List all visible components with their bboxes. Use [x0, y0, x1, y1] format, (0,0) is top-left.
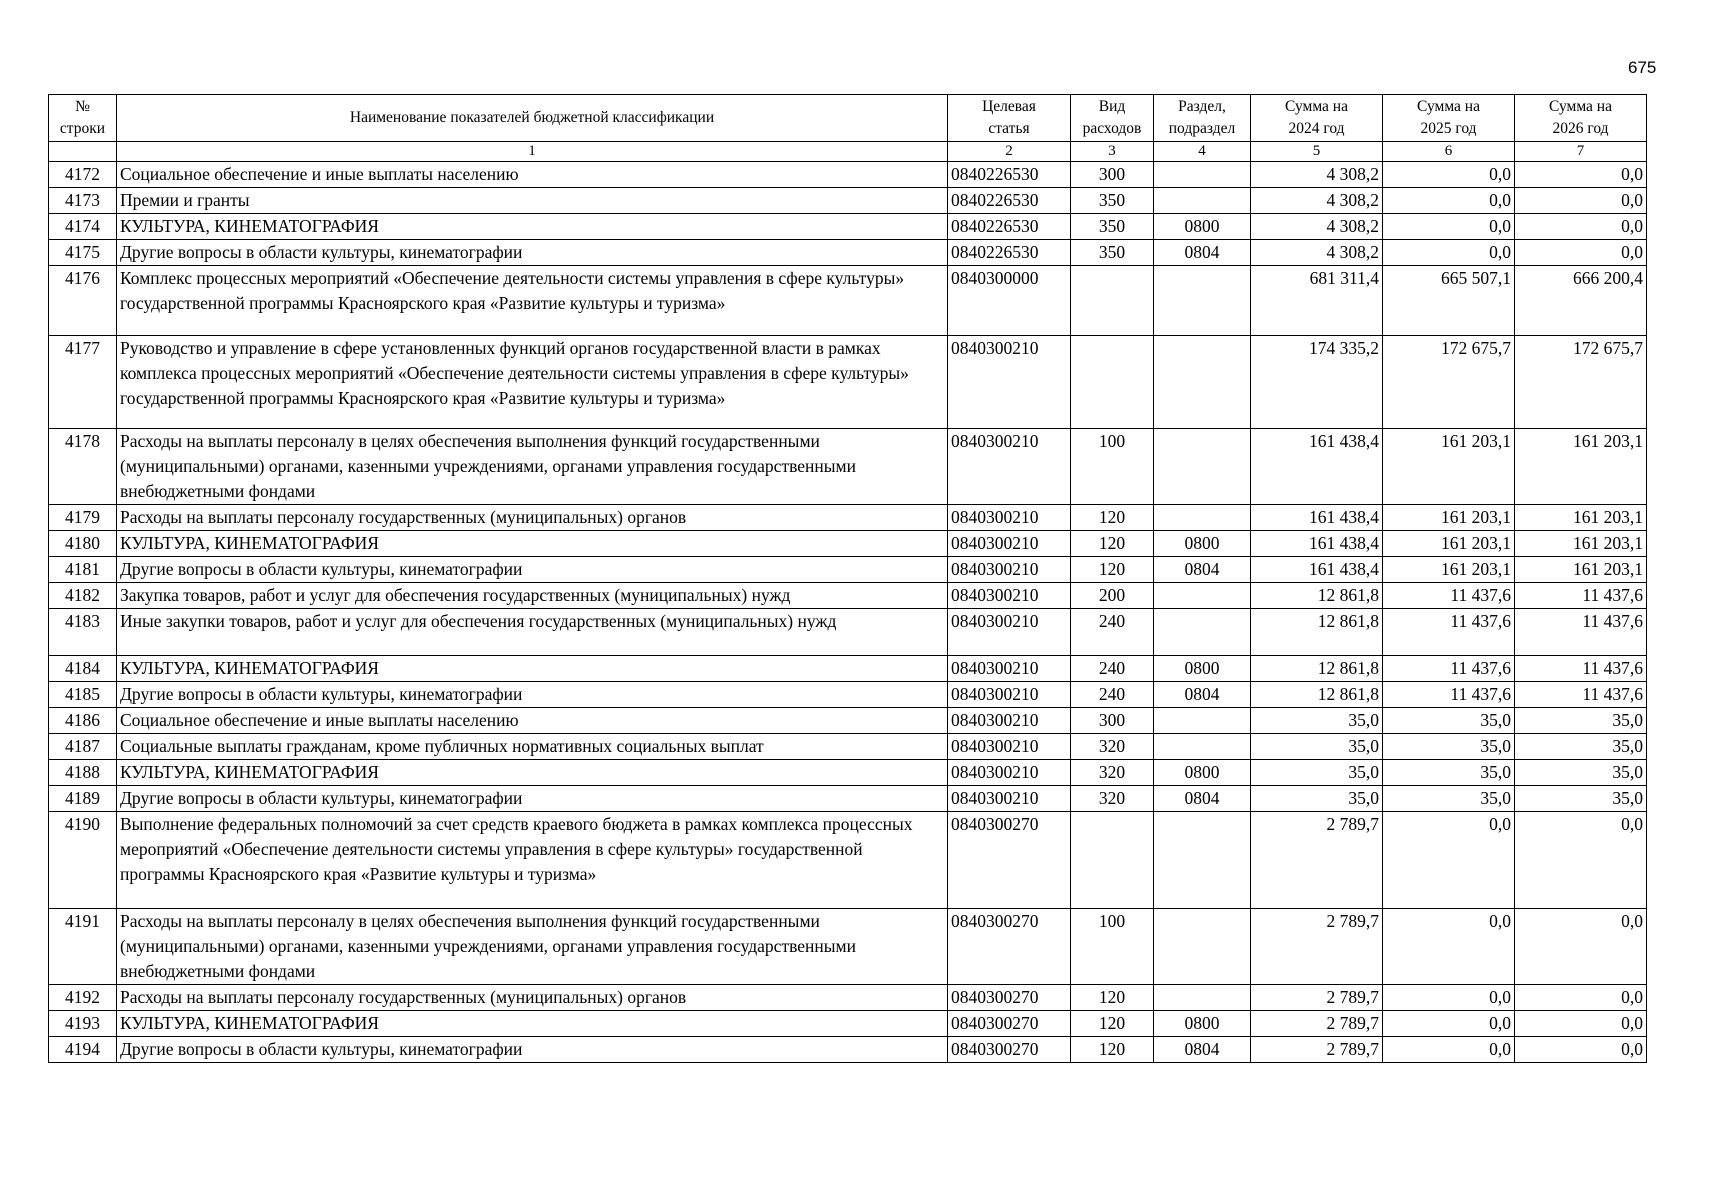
row-expense-type: 120	[1071, 557, 1154, 583]
row-name: Выполнение федеральных полномочий за счет средств краевого бюджета в рамках комплекса процессных мероприятий «Обеспечение деятельности системы управления в сфере культуры» государственной программы Красноярского края «Развитие культуры и туризма»	[117, 812, 948, 909]
row-expense-type: 350	[1071, 188, 1154, 214]
row-section	[1154, 429, 1251, 505]
row-name: Социальное обеспечение и иные выплаты населению	[117, 708, 948, 734]
row-sum-2026: 0,0	[1515, 1011, 1647, 1037]
row-expense-type: 320	[1071, 786, 1154, 812]
header-sum-2026: Сумма на 2026 год	[1515, 95, 1647, 142]
row-sum-2024: 681 311,4	[1251, 266, 1383, 336]
table-row	[49, 557, 1647, 583]
table-row	[49, 656, 1647, 682]
row-expense-type: 240	[1071, 682, 1154, 708]
row-sum-2026: 11 437,6	[1515, 656, 1647, 682]
row-expense-type	[1071, 266, 1154, 336]
row-name: Другие вопросы в области культуры, кинематографии	[117, 240, 948, 266]
column-number: 7	[1515, 142, 1647, 162]
row-sum-2024: 35,0	[1251, 734, 1383, 760]
row-target-code: 0840300210	[948, 336, 1071, 429]
column-number: 1	[117, 142, 948, 162]
table-row	[49, 609, 1647, 656]
row-expense-type: 350	[1071, 240, 1154, 266]
row-sum-2026: 11 437,6	[1515, 583, 1647, 609]
row-target-code: 0840300210	[948, 682, 1071, 708]
row-sum-2026: 161 203,1	[1515, 505, 1647, 531]
row-expense-type	[1071, 336, 1154, 429]
row-sum-2026: 0,0	[1515, 162, 1647, 188]
row-number: 4172	[49, 162, 117, 188]
table-row	[49, 682, 1647, 708]
header-row-number: № строки	[49, 95, 117, 142]
table-row	[49, 760, 1647, 786]
row-sum-2026: 172 675,7	[1515, 336, 1647, 429]
row-section: 0800	[1154, 531, 1251, 557]
row-sum-2025: 35,0	[1383, 760, 1515, 786]
row-number: 4174	[49, 214, 117, 240]
row-sum-2026: 161 203,1	[1515, 531, 1647, 557]
row-sum-2025: 35,0	[1383, 786, 1515, 812]
row-sum-2024: 4 308,2	[1251, 214, 1383, 240]
row-expense-type	[1071, 812, 1154, 909]
row-sum-2024: 2 789,7	[1251, 985, 1383, 1011]
row-name: КУЛЬТУРА, КИНЕМАТОГРАФИЯ	[117, 214, 948, 240]
page-number: 675	[1628, 58, 1657, 77]
row-sum-2026: 0,0	[1515, 909, 1647, 985]
table-row	[49, 429, 1647, 505]
row-name: Другие вопросы в области культуры, кинематографии	[117, 557, 948, 583]
row-number: 4181	[49, 557, 117, 583]
header-sum-2024: Сумма на 2024 год	[1251, 95, 1383, 142]
row-number: 4183	[49, 609, 117, 656]
row-number: 4190	[49, 812, 117, 909]
row-sum-2024: 2 789,7	[1251, 1037, 1383, 1063]
row-sum-2025: 172 675,7	[1383, 336, 1515, 429]
row-sum-2026: 0,0	[1515, 985, 1647, 1011]
row-number: 4173	[49, 188, 117, 214]
row-target-code: 0840226530	[948, 188, 1071, 214]
column-number: 5	[1251, 142, 1383, 162]
row-number: 4193	[49, 1011, 117, 1037]
table-row	[49, 708, 1647, 734]
row-target-code: 0840300210	[948, 656, 1071, 682]
row-name: КУЛЬТУРА, КИНЕМАТОГРАФИЯ	[117, 760, 948, 786]
row-expense-type: 100	[1071, 429, 1154, 505]
row-target-code: 0840300210	[948, 609, 1071, 656]
row-target-code: 0840300210	[948, 708, 1071, 734]
row-sum-2025: 0,0	[1383, 812, 1515, 909]
table-row	[49, 188, 1647, 214]
row-sum-2025: 161 203,1	[1383, 429, 1515, 505]
row-number: 4178	[49, 429, 117, 505]
table-row	[49, 786, 1647, 812]
row-section	[1154, 812, 1251, 909]
row-target-code: 0840300210	[948, 760, 1071, 786]
row-expense-type: 120	[1071, 505, 1154, 531]
row-sum-2024: 161 438,4	[1251, 531, 1383, 557]
row-sum-2024: 2 789,7	[1251, 812, 1383, 909]
row-sum-2024: 35,0	[1251, 708, 1383, 734]
row-section: 0800	[1154, 656, 1251, 682]
row-target-code: 0840226530	[948, 162, 1071, 188]
row-target-code: 0840300270	[948, 985, 1071, 1011]
table-row	[49, 240, 1647, 266]
column-number	[49, 142, 117, 162]
row-expense-type: 200	[1071, 583, 1154, 609]
row-sum-2024: 174 335,2	[1251, 336, 1383, 429]
row-number: 4188	[49, 760, 117, 786]
row-sum-2024: 35,0	[1251, 786, 1383, 812]
row-sum-2024: 12 861,8	[1251, 656, 1383, 682]
row-number: 4182	[49, 583, 117, 609]
row-target-code: 0840226530	[948, 214, 1071, 240]
row-sum-2026: 161 203,1	[1515, 429, 1647, 505]
row-expense-type: 120	[1071, 985, 1154, 1011]
header-name: Наименование показателей бюджетной классификации	[117, 95, 948, 142]
row-name: КУЛЬТУРА, КИНЕМАТОГРАФИЯ	[117, 656, 948, 682]
row-section	[1154, 734, 1251, 760]
row-number: 4175	[49, 240, 117, 266]
table-row	[49, 909, 1647, 985]
row-expense-type: 300	[1071, 162, 1154, 188]
row-section: 0804	[1154, 557, 1251, 583]
row-number: 4177	[49, 336, 117, 429]
row-sum-2024: 35,0	[1251, 760, 1383, 786]
row-sum-2024: 4 308,2	[1251, 162, 1383, 188]
row-number: 4191	[49, 909, 117, 985]
row-target-code: 0840300210	[948, 531, 1071, 557]
row-sum-2026: 35,0	[1515, 760, 1647, 786]
table-row	[49, 162, 1647, 188]
row-sum-2025: 0,0	[1383, 240, 1515, 266]
row-section: 0804	[1154, 682, 1251, 708]
row-name: КУЛЬТУРА, КИНЕМАТОГРАФИЯ	[117, 1011, 948, 1037]
row-name: Расходы на выплаты персоналу в целях обеспечения выполнения функций государственными (муниципальными) органами, казенными учреждениями, органами управления государственными внебюджетными фондами	[117, 909, 948, 985]
row-target-code: 0840300210	[948, 557, 1071, 583]
row-section	[1154, 609, 1251, 656]
row-section: 0800	[1154, 214, 1251, 240]
row-sum-2026: 161 203,1	[1515, 557, 1647, 583]
row-target-code: 0840300210	[948, 786, 1071, 812]
row-sum-2026: 0,0	[1515, 188, 1647, 214]
row-name: Комплекс процессных мероприятий «Обеспечение деятельности системы управления в сфере культуры» государственной программы Красноярского края «Развитие культуры и туризма»	[117, 266, 948, 336]
row-sum-2024: 2 789,7	[1251, 909, 1383, 985]
row-sum-2026: 35,0	[1515, 786, 1647, 812]
row-sum-2026: 0,0	[1515, 812, 1647, 909]
row-sum-2024: 4 308,2	[1251, 188, 1383, 214]
row-sum-2025: 0,0	[1383, 214, 1515, 240]
row-name: Иные закупки товаров, работ и услуг для обеспечения государственных (муниципальных) нужд	[117, 609, 948, 656]
row-number: 4187	[49, 734, 117, 760]
row-sum-2025: 11 437,6	[1383, 583, 1515, 609]
row-target-code: 0840300270	[948, 812, 1071, 909]
row-number: 4184	[49, 656, 117, 682]
header-section: Раздел, подраздел	[1154, 95, 1251, 142]
row-sum-2025: 11 437,6	[1383, 682, 1515, 708]
row-sum-2025: 161 203,1	[1383, 505, 1515, 531]
row-section: 0800	[1154, 1011, 1251, 1037]
row-section: 0804	[1154, 786, 1251, 812]
row-sum-2025: 35,0	[1383, 708, 1515, 734]
row-section	[1154, 985, 1251, 1011]
row-target-code: 0840300210	[948, 505, 1071, 531]
row-expense-type: 320	[1071, 760, 1154, 786]
row-sum-2024: 12 861,8	[1251, 609, 1383, 656]
budget-table	[48, 94, 1647, 1063]
row-target-code: 0840300210	[948, 734, 1071, 760]
row-target-code: 0840300270	[948, 909, 1071, 985]
row-name: Социальное обеспечение и иные выплаты населению	[117, 162, 948, 188]
row-expense-type: 300	[1071, 708, 1154, 734]
row-number: 4194	[49, 1037, 117, 1063]
table-header	[49, 95, 1647, 162]
row-sum-2024: 4 308,2	[1251, 240, 1383, 266]
row-sum-2025: 0,0	[1383, 985, 1515, 1011]
table-row	[49, 266, 1647, 336]
table-row	[49, 336, 1647, 429]
row-sum-2025: 0,0	[1383, 162, 1515, 188]
row-sum-2026: 666 200,4	[1515, 266, 1647, 336]
row-name: Социальные выплаты гражданам, кроме публичных нормативных социальных выплат	[117, 734, 948, 760]
row-sum-2024: 161 438,4	[1251, 557, 1383, 583]
row-name: Расходы на выплаты персоналу в целях обеспечения выполнения функций государственными (муниципальными) органами, казенными учреждениями, органами управления государственными внебюджетными фондами	[117, 429, 948, 505]
row-section	[1154, 909, 1251, 985]
row-expense-type: 120	[1071, 531, 1154, 557]
row-sum-2024: 161 438,4	[1251, 429, 1383, 505]
row-number: 4176	[49, 266, 117, 336]
column-number: 3	[1071, 142, 1154, 162]
row-sum-2026: 0,0	[1515, 240, 1647, 266]
table-row	[49, 812, 1647, 909]
row-expense-type: 350	[1071, 214, 1154, 240]
row-sum-2025: 11 437,6	[1383, 609, 1515, 656]
row-sum-2025: 0,0	[1383, 1037, 1515, 1063]
row-sum-2026: 35,0	[1515, 708, 1647, 734]
header-sum-2025: Сумма на 2025 год	[1383, 95, 1515, 142]
table-row	[49, 734, 1647, 760]
table-row	[49, 583, 1647, 609]
row-sum-2025: 0,0	[1383, 1011, 1515, 1037]
row-expense-type: 320	[1071, 734, 1154, 760]
row-name: Премии и гранты	[117, 188, 948, 214]
row-sum-2024: 161 438,4	[1251, 505, 1383, 531]
row-name: Руководство и управление в сфере установленных функций органов государственной власти в рамках комплекса процессных мероприятий «Обеспечение деятельности системы управления в сфере культуры» государственной программы Красноярского края «Развитие культуры и туризма»	[117, 336, 948, 429]
row-number: 4180	[49, 531, 117, 557]
column-number: 2	[948, 142, 1071, 162]
table-row	[49, 1037, 1647, 1063]
row-sum-2026: 0,0	[1515, 1037, 1647, 1063]
row-name: Закупка товаров, работ и услуг для обеспечения государственных (муниципальных) нужд	[117, 583, 948, 609]
row-expense-type: 120	[1071, 1037, 1154, 1063]
row-section	[1154, 336, 1251, 429]
row-section: 0800	[1154, 760, 1251, 786]
table-row	[49, 985, 1647, 1011]
row-target-code: 0840300210	[948, 583, 1071, 609]
row-expense-type: 120	[1071, 1011, 1154, 1037]
row-sum-2024: 2 789,7	[1251, 1011, 1383, 1037]
row-sum-2025: 161 203,1	[1383, 557, 1515, 583]
row-sum-2025: 161 203,1	[1383, 531, 1515, 557]
row-number: 4185	[49, 682, 117, 708]
row-sum-2026: 11 437,6	[1515, 682, 1647, 708]
header-type: Вид расходов	[1071, 95, 1154, 142]
table-row	[49, 214, 1647, 240]
row-number: 4192	[49, 985, 117, 1011]
header-target: Целевая статья	[948, 95, 1071, 142]
row-sum-2025: 35,0	[1383, 734, 1515, 760]
row-number: 4189	[49, 786, 117, 812]
row-name: Другие вопросы в области культуры, кинематографии	[117, 1037, 948, 1063]
row-expense-type: 240	[1071, 609, 1154, 656]
row-name: Другие вопросы в области культуры, кинематографии	[117, 786, 948, 812]
row-name: Другие вопросы в области культуры, кинематографии	[117, 682, 948, 708]
row-section: 0804	[1154, 240, 1251, 266]
row-name: КУЛЬТУРА, КИНЕМАТОГРАФИЯ	[117, 531, 948, 557]
row-sum-2026: 35,0	[1515, 734, 1647, 760]
row-target-code: 0840226530	[948, 240, 1071, 266]
row-section	[1154, 583, 1251, 609]
row-sum-2024: 12 861,8	[1251, 682, 1383, 708]
row-section	[1154, 505, 1251, 531]
row-expense-type: 240	[1071, 656, 1154, 682]
row-section	[1154, 708, 1251, 734]
row-target-code: 0840300210	[948, 429, 1071, 505]
row-sum-2026: 11 437,6	[1515, 609, 1647, 656]
row-sum-2025: 665 507,1	[1383, 266, 1515, 336]
row-number: 4186	[49, 708, 117, 734]
table-row	[49, 505, 1647, 531]
table-row	[49, 1011, 1647, 1037]
table-row	[49, 531, 1647, 557]
row-sum-2025: 0,0	[1383, 909, 1515, 985]
row-sum-2026: 0,0	[1515, 214, 1647, 240]
row-sum-2025: 0,0	[1383, 188, 1515, 214]
row-name: Расходы на выплаты персоналу государственных (муниципальных) органов	[117, 985, 948, 1011]
row-target-code: 0840300270	[948, 1011, 1071, 1037]
column-number: 6	[1383, 142, 1515, 162]
row-section: 0804	[1154, 1037, 1251, 1063]
table-body	[49, 162, 1647, 1063]
row-section	[1154, 162, 1251, 188]
row-sum-2024: 12 861,8	[1251, 583, 1383, 609]
row-section	[1154, 266, 1251, 336]
row-name: Расходы на выплаты персоналу государственных (муниципальных) органов	[117, 505, 948, 531]
row-target-code: 0840300000	[948, 266, 1071, 336]
row-expense-type: 100	[1071, 909, 1154, 985]
row-section	[1154, 188, 1251, 214]
row-number: 4179	[49, 505, 117, 531]
row-target-code: 0840300270	[948, 1037, 1071, 1063]
column-number: 4	[1154, 142, 1251, 162]
row-sum-2025: 11 437,6	[1383, 656, 1515, 682]
